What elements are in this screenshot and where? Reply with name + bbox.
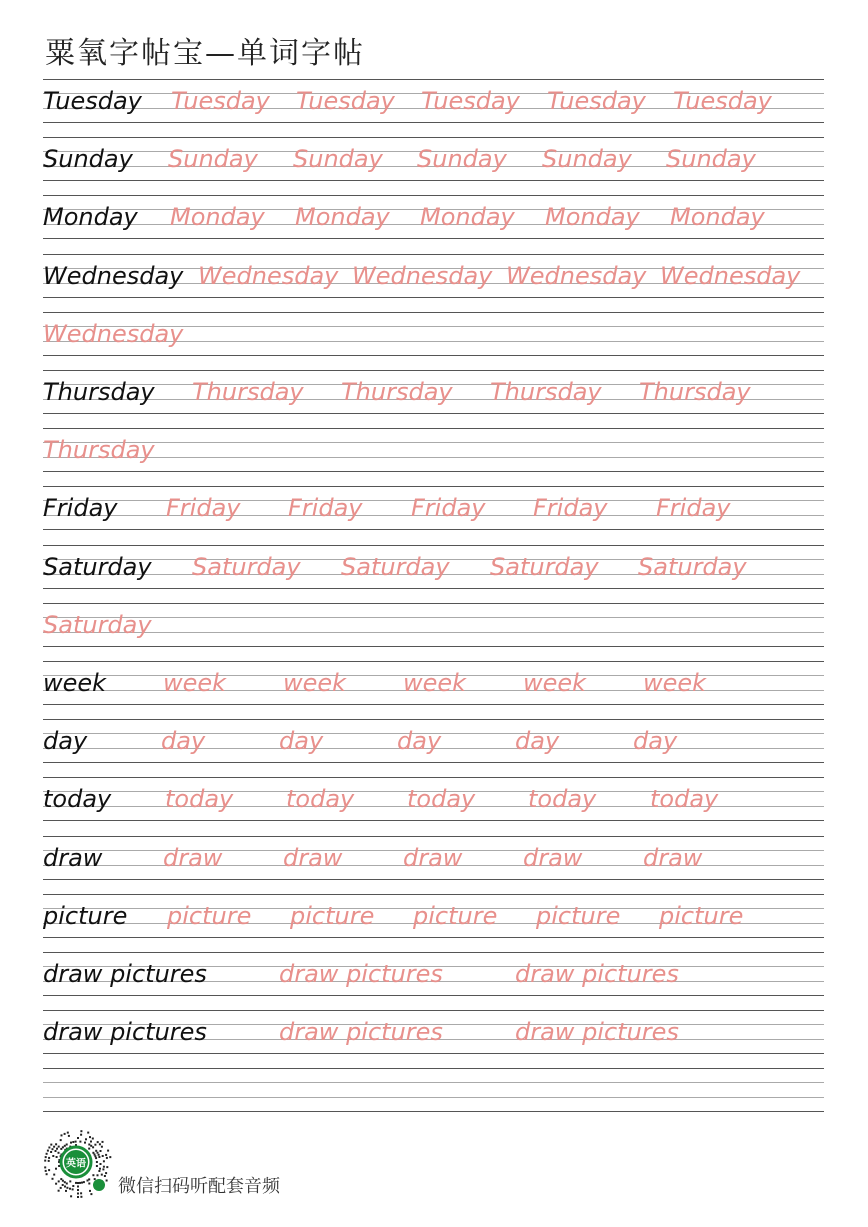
trace-word: draw pictures	[515, 960, 679, 988]
guide-line	[43, 661, 824, 662]
trace-word: day	[397, 727, 442, 756]
guide-line	[43, 1111, 824, 1112]
guide-line	[43, 1082, 824, 1083]
writing-row	[43, 1068, 824, 1112]
writing-row	[43, 661, 824, 705]
trace-word: Monday	[295, 203, 390, 232]
trace-word: draw	[643, 843, 703, 872]
trace-word: Monday	[545, 203, 640, 232]
guide-line	[43, 486, 824, 487]
trace-word: picture	[413, 901, 498, 930]
trace-word: Sunday	[417, 145, 507, 174]
writing-row	[43, 195, 824, 239]
trace-word: week	[523, 669, 587, 697]
model-word: Friday	[43, 494, 118, 523]
writing-row	[43, 486, 824, 530]
trace-word: Sunday	[666, 145, 756, 174]
trace-word: Friday	[656, 494, 731, 523]
model-word: Tuesday	[43, 87, 142, 115]
trace-word: Sunday	[542, 145, 632, 174]
trace-word: Tuesday	[547, 87, 646, 115]
trace-word: today	[286, 785, 355, 814]
trace-word: Tuesday	[296, 87, 395, 115]
guide-line	[43, 254, 824, 255]
trace-word: Saturday	[341, 552, 450, 581]
trace-word: picture	[659, 901, 744, 930]
trace-word: week	[403, 669, 467, 697]
trace-word: Thursday	[490, 378, 602, 406]
guide-line	[43, 719, 824, 720]
trace-word: day	[279, 727, 324, 756]
guide-line	[43, 952, 824, 953]
trace-word: draw	[523, 843, 583, 872]
model-word: draw	[43, 843, 103, 872]
trace-word: Friday	[533, 494, 608, 523]
trace-word: draw pictures	[279, 1018, 443, 1047]
guide-line	[43, 428, 824, 429]
model-word: Sunday	[43, 145, 133, 174]
page-title: 粟氧字帖宝—单词字帖	[45, 36, 365, 71]
trace-word: today	[650, 785, 719, 814]
model-word: draw pictures	[43, 960, 207, 988]
writing-row	[43, 952, 824, 996]
footer	[42, 1128, 442, 1198]
trace-word: draw pictures	[515, 1018, 679, 1047]
trace-word: week	[283, 669, 347, 697]
guide-line	[43, 603, 824, 604]
trace-word: week	[163, 669, 227, 697]
writing-row	[43, 370, 824, 414]
qr-code-icon[interactable]	[42, 1128, 112, 1198]
trace-word: Tuesday	[171, 87, 270, 115]
writing-row	[43, 836, 824, 880]
guide-line	[43, 457, 824, 458]
guide-line	[43, 1053, 824, 1054]
guide-line	[43, 238, 824, 239]
guide-line	[43, 1097, 824, 1098]
guide-line	[43, 588, 824, 589]
trace-word: day	[633, 727, 678, 756]
trace-word: Friday	[411, 494, 486, 523]
model-word: Wednesday	[43, 261, 184, 290]
model-word: Thursday	[43, 378, 155, 406]
guide-line	[43, 137, 824, 138]
guide-line	[43, 471, 824, 472]
trace-word: Saturday	[490, 552, 599, 581]
guide-line	[43, 836, 824, 837]
guide-line	[43, 442, 824, 443]
writing-row	[43, 428, 824, 472]
trace-word: draw	[283, 843, 343, 872]
trace-word: Thursday	[192, 378, 304, 406]
model-word: week	[43, 669, 107, 697]
trace-word: Saturday	[43, 610, 152, 639]
trace-word: day	[515, 727, 560, 756]
trace-word: Tuesday	[421, 87, 520, 115]
guide-line	[43, 370, 824, 371]
qr-badge-label: 英语	[66, 1158, 86, 1170]
trace-word: draw	[403, 843, 463, 872]
trace-word: Friday	[288, 494, 363, 523]
guide-line	[43, 1068, 824, 1069]
model-word: day	[43, 727, 88, 756]
guide-line	[43, 617, 824, 618]
trace-word: picture	[167, 901, 252, 930]
writing-row	[43, 719, 824, 763]
trace-word: Friday	[166, 494, 241, 523]
trace-word: Wednesday	[352, 261, 493, 290]
guide-line	[43, 122, 824, 123]
guide-line	[43, 79, 824, 80]
model-word: Saturday	[43, 552, 152, 581]
trace-word: Saturday	[192, 552, 301, 581]
writing-row	[43, 79, 824, 123]
guide-line	[43, 312, 824, 313]
writing-row	[43, 1010, 824, 1054]
guide-line	[43, 762, 824, 763]
model-word: today	[43, 785, 112, 814]
trace-word: Wednesday	[660, 261, 801, 290]
guide-line	[43, 632, 824, 633]
guide-line	[43, 820, 824, 821]
guide-line	[43, 879, 824, 880]
model-word: draw pictures	[43, 1018, 207, 1047]
writing-row	[43, 312, 824, 356]
guide-line	[43, 1010, 824, 1011]
trace-word: Thursday	[43, 436, 155, 465]
trace-word: day	[161, 727, 206, 756]
trace-word: picture	[536, 901, 621, 930]
trace-word: picture	[290, 901, 375, 930]
trace-word: draw	[163, 843, 223, 872]
trace-word: today	[407, 785, 476, 814]
trace-word: Saturday	[638, 552, 747, 581]
guide-line	[43, 195, 824, 196]
trace-word: draw pictures	[279, 960, 443, 988]
writing-row	[43, 894, 824, 938]
guide-line	[43, 704, 824, 705]
trace-word: Monday	[670, 203, 765, 232]
guide-line	[43, 777, 824, 778]
guide-line	[43, 937, 824, 938]
guide-line	[43, 646, 824, 647]
guide-line	[43, 529, 824, 530]
writing-row	[43, 603, 824, 647]
trace-word: Monday	[420, 203, 515, 232]
guide-line	[43, 995, 824, 996]
trace-word: Wednesday	[43, 319, 184, 348]
trace-word: Sunday	[293, 145, 383, 174]
trace-word: Wednesday	[198, 261, 339, 290]
guide-line	[43, 297, 824, 298]
model-word: picture	[43, 901, 128, 930]
trace-word: Thursday	[341, 378, 453, 406]
trace-word: Tuesday	[673, 87, 772, 115]
guide-line	[43, 894, 824, 895]
trace-word: Wednesday	[506, 261, 647, 290]
trace-word: Sunday	[168, 145, 258, 174]
writing-row	[43, 137, 824, 181]
writing-row	[43, 545, 824, 589]
writing-row	[43, 254, 824, 298]
trace-word: today	[528, 785, 597, 814]
model-word: Monday	[43, 203, 138, 232]
footer-caption: 微信扫码听配套音频	[118, 1176, 280, 1197]
writing-row	[43, 777, 824, 821]
guide-line	[43, 545, 824, 546]
trace-word: Thursday	[639, 378, 751, 406]
guide-line	[43, 355, 824, 356]
guide-line	[43, 180, 824, 181]
guide-line	[43, 413, 824, 414]
trace-word: week	[643, 669, 707, 697]
trace-word: Monday	[170, 203, 265, 232]
trace-word: today	[165, 785, 234, 814]
